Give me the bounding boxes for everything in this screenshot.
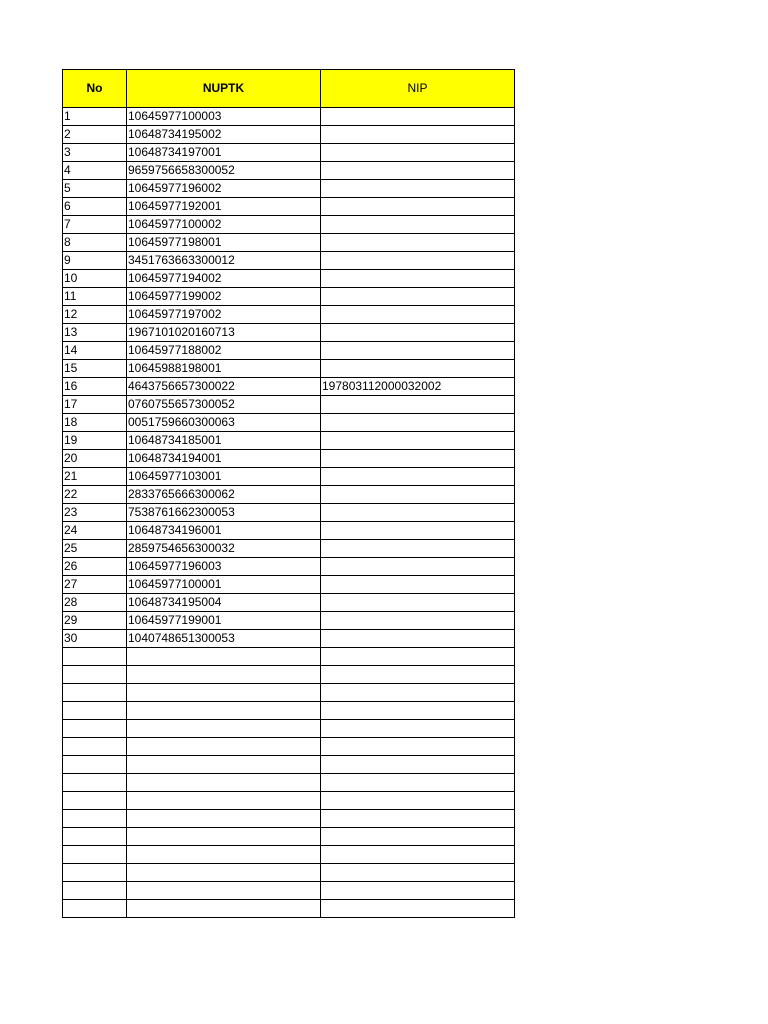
table-row [63,144,515,162]
cell-nuptk[interactable]: 7538761662300053 [127,504,321,522]
cell-nuptk[interactable]: 0760755657300052 [127,396,321,414]
table-row [63,414,515,432]
table-row [63,234,515,252]
cell-nip[interactable] [321,504,515,522]
cell-nip[interactable] [321,648,515,666]
table-row [63,774,515,792]
cell-nip[interactable] [321,144,515,162]
cell-nip[interactable] [321,270,515,288]
cell-nip[interactable]: 197803112000032002 [321,378,515,396]
cell-nip[interactable] [321,288,515,306]
cell-nip[interactable] [321,882,515,900]
table-row [63,720,515,738]
cell-nip[interactable] [321,396,515,414]
cell-nuptk[interactable] [127,666,321,684]
cell-nuptk[interactable]: 10648734196001 [127,522,321,540]
table-row [63,432,515,450]
table-row [63,756,515,774]
column-header-no[interactable]: No [63,70,127,108]
column-header-nuptk[interactable]: NUPTK [127,70,321,108]
table-row [63,108,515,126]
cell-nuptk[interactable]: 10645977198001 [127,234,321,252]
cell-no[interactable]: 3 [63,144,127,162]
cell-nip[interactable] [321,522,515,540]
cell-nip[interactable] [321,432,515,450]
cell-nip[interactable] [321,360,515,378]
cell-nip[interactable] [321,234,515,252]
cell-nuptk[interactable]: 10645977199001 [127,612,321,630]
cell-no[interactable] [63,684,127,702]
header-row [63,70,515,108]
cell-nip[interactable] [321,810,515,828]
cell-nip[interactable] [321,576,515,594]
table-row [63,810,515,828]
cell-nuptk[interactable]: 10648734195002 [127,126,321,144]
table-row [63,522,515,540]
cell-nuptk[interactable] [127,738,321,756]
cell-no[interactable]: 19 [63,432,127,450]
table-row [63,360,515,378]
cell-nuptk[interactable] [127,792,321,810]
cell-no[interactable] [63,828,127,846]
cell-no[interactable] [63,810,127,828]
table-row [63,486,515,504]
table-row [63,882,515,900]
table-row [63,468,515,486]
table-row [63,738,515,756]
table-row [63,702,515,720]
cell-no[interactable] [63,666,127,684]
cell-no[interactable]: 4 [63,162,127,180]
cell-nip[interactable] [321,792,515,810]
cell-no[interactable]: 1 [63,108,127,126]
table-row [63,648,515,666]
cell-nuptk[interactable] [127,684,321,702]
cell-nuptk[interactable]: 10645977197002 [127,306,321,324]
cell-nip[interactable] [321,414,515,432]
cell-no[interactable]: 9 [63,252,127,270]
cell-no[interactable] [63,720,127,738]
cell-no[interactable]: 7 [63,216,127,234]
cell-nuptk[interactable]: 10648734195004 [127,594,321,612]
cell-nip[interactable] [321,108,515,126]
cell-no[interactable] [63,774,127,792]
cell-nip[interactable] [321,702,515,720]
column-header-nip[interactable]: NIP [321,70,515,108]
cell-nip[interactable] [321,594,515,612]
cell-nip[interactable] [321,828,515,846]
cell-nip[interactable] [321,306,515,324]
cell-nip[interactable] [321,756,515,774]
cell-nuptk[interactable]: 10648734197001 [127,144,321,162]
table-row [63,342,515,360]
cell-nip[interactable] [321,612,515,630]
cell-no[interactable]: 2 [63,126,127,144]
cell-nuptk[interactable] [127,882,321,900]
cell-no[interactable]: 14 [63,342,127,360]
table-row [63,864,515,882]
cell-nip[interactable] [321,126,515,144]
cell-nip[interactable] [321,666,515,684]
cell-no[interactable]: 26 [63,558,127,576]
table-row [63,846,515,864]
cell-no[interactable]: 6 [63,198,127,216]
cell-no[interactable] [63,882,127,900]
cell-nip[interactable] [321,846,515,864]
cell-nuptk[interactable] [127,756,321,774]
cell-no[interactable]: 24 [63,522,127,540]
table-row [63,558,515,576]
cell-nuptk[interactable] [127,720,321,738]
cell-nip[interactable] [321,180,515,198]
cell-nip[interactable] [321,630,515,648]
cell-nuptk[interactable]: 10648734194001 [127,450,321,468]
cell-nip[interactable] [321,324,515,342]
cell-no[interactable]: 13 [63,324,127,342]
cell-nuptk[interactable] [127,648,321,666]
cell-nuptk[interactable]: 0051759660300063 [127,414,321,432]
cell-no[interactable]: 23 [63,504,127,522]
cell-nuptk[interactable] [127,846,321,864]
cell-nip[interactable] [321,216,515,234]
cell-nip[interactable] [321,900,515,918]
cell-nuptk[interactable]: 1967101020160713 [127,324,321,342]
cell-nuptk[interactable]: 10645977103001 [127,468,321,486]
cell-no[interactable] [63,702,127,720]
cell-no[interactable] [63,648,127,666]
cell-nuptk[interactable] [127,774,321,792]
cell-no[interactable]: 22 [63,486,127,504]
cell-no[interactable]: 12 [63,306,127,324]
cell-no[interactable]: 16 [63,378,127,396]
cell-nuptk[interactable]: 10645988198001 [127,360,321,378]
cell-nip[interactable] [321,720,515,738]
cell-nip[interactable] [321,684,515,702]
cell-nip[interactable] [321,468,515,486]
table-row [63,126,515,144]
cell-nuptk[interactable]: 2859754656300032 [127,540,321,558]
cell-no[interactable]: 10 [63,270,127,288]
cell-no[interactable]: 21 [63,468,127,486]
cell-nip[interactable] [321,864,515,882]
cell-nuptk[interactable]: 4643756657300022 [127,378,321,396]
cell-nip[interactable] [321,450,515,468]
table-row [63,792,515,810]
table-row [63,828,515,846]
table-row [63,378,515,396]
cell-no[interactable]: 18 [63,414,127,432]
cell-nuptk[interactable] [127,864,321,882]
cell-nuptk[interactable] [127,828,321,846]
table-row [63,594,515,612]
cell-no[interactable]: 29 [63,612,127,630]
cell-no[interactable]: 27 [63,576,127,594]
cell-nuptk[interactable] [127,810,321,828]
cell-no[interactable] [63,738,127,756]
cell-nip[interactable] [321,342,515,360]
cell-no[interactable]: 15 [63,360,127,378]
cell-nip[interactable] [321,774,515,792]
cell-nuptk[interactable]: 10645977100001 [127,576,321,594]
table-header [63,70,515,108]
cell-nuptk[interactable]: 10645977199002 [127,288,321,306]
cell-nuptk[interactable]: 10645977100002 [127,216,321,234]
table-row [63,666,515,684]
cell-no[interactable]: 28 [63,594,127,612]
cell-nuptk[interactable]: 10645977100003 [127,108,321,126]
table-row [63,630,515,648]
table-row [63,198,515,216]
cell-nip[interactable] [321,198,515,216]
cell-no[interactable]: 20 [63,450,127,468]
table-row [63,504,515,522]
cell-no[interactable]: 25 [63,540,127,558]
table-row [63,540,515,558]
cell-nuptk[interactable]: 3451763663300012 [127,252,321,270]
cell-nip[interactable] [321,162,515,180]
table-row [63,396,515,414]
table-row [63,612,515,630]
cell-nip[interactable] [321,558,515,576]
table-row [63,252,515,270]
cell-nip[interactable] [321,540,515,558]
table-row [63,180,515,198]
cell-nuptk[interactable] [127,702,321,720]
cell-nuptk[interactable]: 10645977188002 [127,342,321,360]
table-row [63,306,515,324]
table-row [63,162,515,180]
cell-no[interactable] [63,864,127,882]
cell-no[interactable]: 5 [63,180,127,198]
cell-nuptk[interactable]: 10645977194002 [127,270,321,288]
cell-no[interactable] [63,900,127,918]
table-row [63,450,515,468]
cell-no[interactable]: 17 [63,396,127,414]
cell-nuptk[interactable]: 10648734185001 [127,432,321,450]
cell-no[interactable]: 30 [63,630,127,648]
cell-nuptk[interactable]: 10645977196002 [127,180,321,198]
table-row [63,288,515,306]
table-row [63,270,515,288]
cell-no[interactable] [63,846,127,864]
table-row [63,216,515,234]
table-row [63,684,515,702]
cell-nuptk[interactable]: 10645977192001 [127,198,321,216]
cell-nuptk[interactable]: 10645977196003 [127,558,321,576]
cell-no[interactable]: 8 [63,234,127,252]
table-row [63,900,515,918]
cell-no[interactable] [63,756,127,774]
cell-nuptk[interactable]: 2833765666300062 [127,486,321,504]
data-table [62,69,515,918]
cell-nuptk[interactable]: 9659756658300052 [127,162,321,180]
cell-no[interactable] [63,792,127,810]
cell-nip[interactable] [321,252,515,270]
table-row [63,576,515,594]
cell-nip[interactable] [321,738,515,756]
table-body [63,108,515,918]
cell-nip[interactable] [321,486,515,504]
table-row [63,324,515,342]
cell-nuptk[interactable]: 1040748651300053 [127,630,321,648]
cell-no[interactable]: 11 [63,288,127,306]
cell-nuptk[interactable] [127,900,321,918]
